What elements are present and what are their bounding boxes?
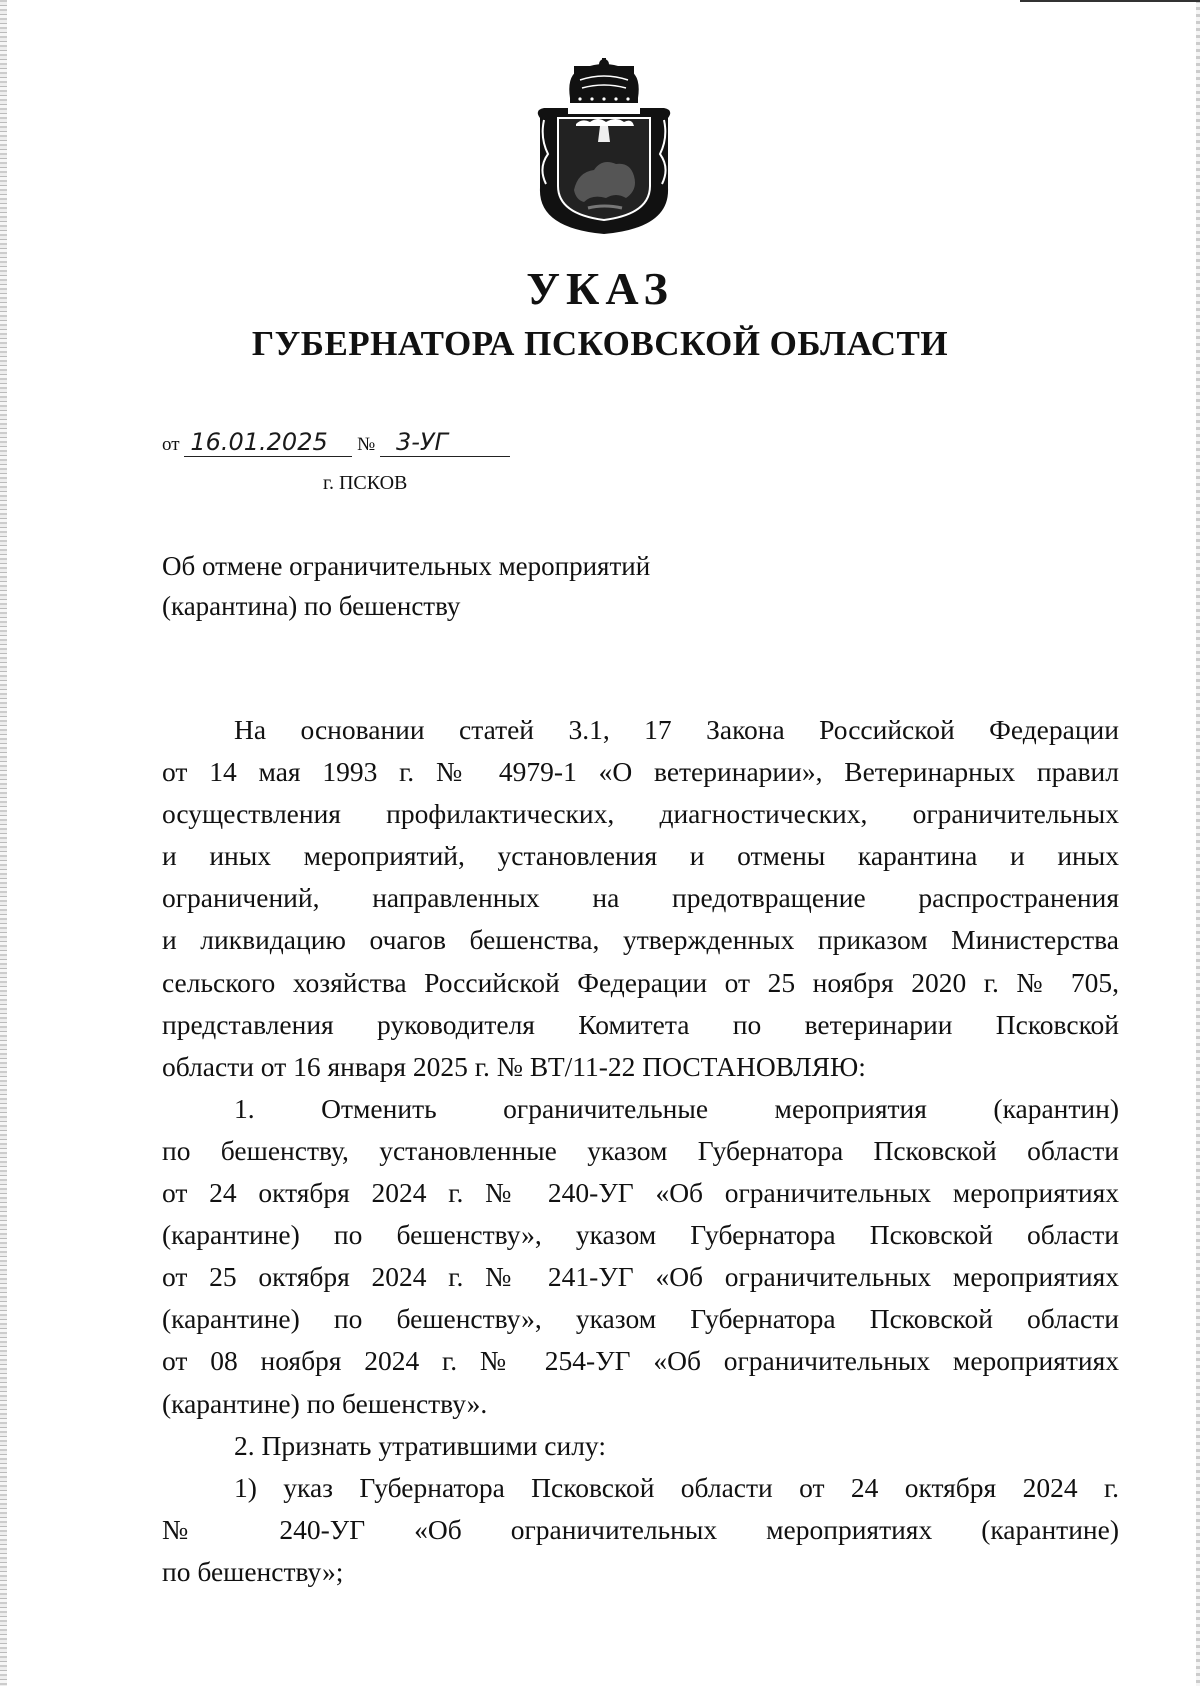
body-line: 2. Признать утратившими силу: (234, 1429, 606, 1461)
body-line: На основании статей 3.1, 17 Закона Российской Федерации (234, 714, 1119, 745)
scan-corner-line (1020, 0, 1200, 2)
body-line: и ликвидацию очагов бешенства, утвержденных приказом Министерства (162, 924, 1119, 956)
handwritten-date: 16.01.2025 (184, 428, 352, 457)
body-line: № 240-УГ «Об ограничительных мероприятиях (карантине) (162, 1513, 1119, 1545)
body-line: области от 16 января 2025 г. № ВТ/11-22 ПОСТАНОВЛЯЮ: (162, 1050, 866, 1082)
scan-edge-left (0, 0, 7, 1686)
body-line: ограничений, направленных на предотвращение распространения (162, 882, 1119, 914)
pskov-coat-of-arms-emblem (530, 58, 678, 236)
body-line: и иных мероприятий, установления и отмены карантина и иных (162, 840, 1119, 872)
document-subject (162, 546, 862, 626)
date-number-line (162, 428, 510, 457)
body-line: от 24 октября 2024 г. № 240-УГ «Об ограничительных мероприятиях (162, 1177, 1119, 1209)
body-line: 1) указ Губернатора Псковской области от 24 октября 2024 г. (234, 1471, 1119, 1503)
subject-line: (карантина) по бешенству (162, 591, 461, 621)
issuer-title: ГУБЕРНАТОРА ПСКОВСКОЙ ОБЛАСТИ (251, 324, 949, 363)
body-line: от 25 октября 2024 г. № 241-УГ «Об ограничительных мероприятиях (162, 1261, 1119, 1293)
date-prefix: от (162, 434, 180, 455)
body-line: от 08 ноября 2024 г. № 254-УГ «Об ограничительных мероприятиях (162, 1345, 1119, 1377)
decree-title: УКАЗ (526, 263, 674, 314)
handwritten-number: 3-УГ (380, 428, 510, 457)
decree-body (162, 709, 1119, 1593)
city: г. ПСКОВ (323, 472, 408, 494)
number-prefix: № (357, 434, 376, 455)
body-line: по бешенству»; (162, 1555, 344, 1587)
subject-line: Об отмене ограничительных мероприятий (162, 551, 651, 581)
body-line: (карантине) по бешенству», указом Губернатора Псковской области (162, 1303, 1119, 1335)
body-line: по бешенству, установленные указом Губернатора Псковской области (162, 1134, 1119, 1166)
body-line: представления руководителя Комитета по ветеринарии Псковской (162, 1008, 1119, 1040)
body-line: осуществления профилактических, диагностических, ограничительных (162, 798, 1119, 830)
body-line: сельского хозяйства Российской Федерации от 25 ноября 2020 г. № 705, (162, 966, 1119, 998)
body-line: (карантине) по бешенству». (162, 1387, 488, 1419)
body-line: (карантине) по бешенству», указом Губернатора Псковской области (162, 1219, 1119, 1251)
body-line: от 14 мая 1993 г. № 4979-1 «О ветеринарии», Ветеринарных правил (162, 756, 1119, 788)
scan-edge-right (1196, 0, 1200, 1686)
body-line: 1. Отменить ограничительные мероприятия (карантин) (234, 1092, 1119, 1124)
